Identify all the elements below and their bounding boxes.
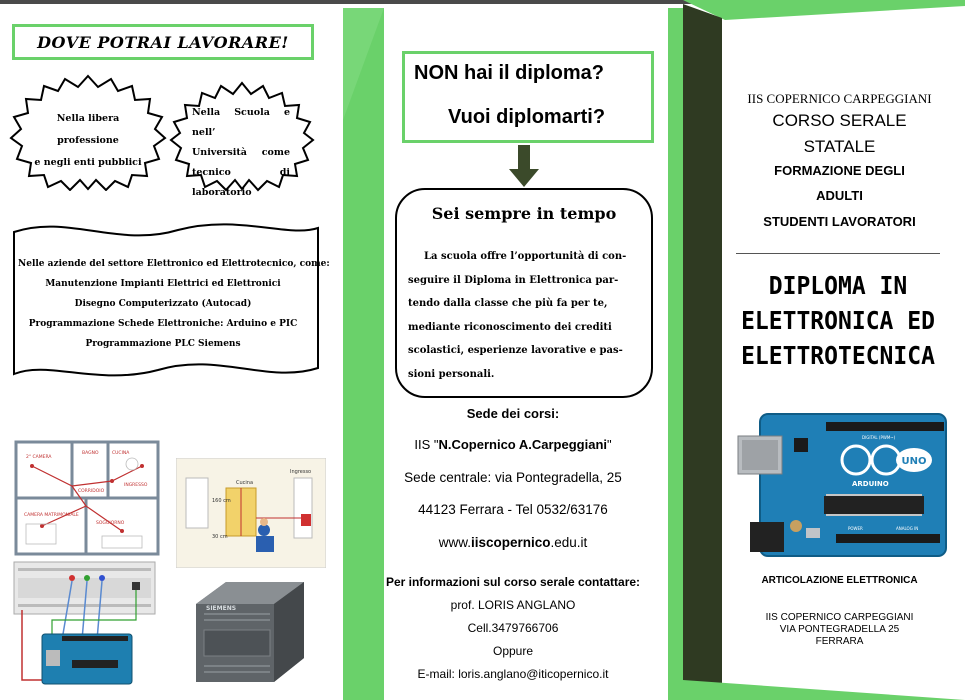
sei-body-line6: sioni personali.: [408, 368, 495, 380]
formazione-line1: FORMAZIONE DEGLI: [774, 163, 905, 178]
burst2-line1: Nella Scuola e nell’: [192, 107, 290, 138]
footer-line3: FERRARA: [815, 636, 864, 647]
burst2-line2: Università come: [192, 147, 290, 158]
floor-plan-image: [12, 436, 162, 560]
plan-label-corridoio: CORRIDOIO: [78, 489, 105, 494]
sei-title: Sei sempre in tempo: [431, 204, 617, 223]
diploma-line3: ELETTROTECNICA: [741, 341, 935, 370]
footer-line2: VIA PONTEGRADELLA 25: [779, 624, 900, 635]
contact-email[interactable]: E-mail: loris.anglano@iticopernico.it: [417, 667, 609, 681]
install-label-ingresso: Ingresso: [290, 469, 312, 475]
plan-label-camera-matrimoniale: CAMERA MATRIMONIALE: [24, 513, 79, 518]
web-prefix: www.: [438, 535, 471, 550]
non-diploma-line1: NON hai il diploma?: [414, 62, 605, 84]
board-power-label: POWER: [848, 526, 863, 531]
city-tel: 44123 Ferrara - Tel 0532/63176: [418, 502, 608, 517]
install-label-h160: 160 cm: [212, 498, 231, 504]
info-heading: Per informazioni sul corso serale contattare:: [385, 575, 641, 589]
burst2-line3: tecnico di laboratorio: [192, 167, 290, 198]
plan-label-bagno: BAGNO: [82, 451, 99, 456]
aziende-line5: Programmazione PLC Siemens: [85, 339, 241, 349]
sei-body-line3: tendo dalla classe che più fa per te,: [408, 298, 608, 309]
board-uno-label: UNO: [901, 456, 927, 467]
board-arduino-label: ARDUINO: [852, 480, 889, 488]
plan-label-ingresso: INGRESSO: [124, 483, 148, 488]
aziende-line3: Disegno Computerizzato (Autocad): [74, 299, 252, 309]
corso-serale: CORSO SERALE: [772, 111, 907, 130]
iis-prefix: IIS ": [414, 437, 439, 452]
right-divider: [736, 253, 940, 254]
contact-name: prof. LORIS ANGLANO: [450, 598, 576, 612]
formazione-line2: ADULTI: [816, 188, 863, 203]
burst1-line2: e negli enti pubblici: [34, 157, 142, 168]
sei-body-line1: La scuola offre l’opportunità di con-: [424, 251, 627, 262]
iis-suffix: ": [607, 437, 612, 452]
plan-label-soggiorno: SOGGIORNO: [96, 521, 125, 526]
footer-line1: IIS COPERNICO CARPEGGIANI: [765, 612, 914, 623]
board-digital-label: DIGITAL (PWM~): [862, 435, 896, 440]
sei-body: [408, 245, 638, 386]
plc-siemens-image: [186, 574, 316, 686]
aziende-line2: Manutenzione Impianti Elettrici ed Elettronici: [45, 279, 281, 289]
footer-address: [722, 612, 957, 648]
aziende-line1: Nelle aziende del settore Elettronico ed Elettrotecnico, come:: [18, 259, 330, 269]
burst-text-2: [192, 103, 290, 203]
breadboard-image: [12, 560, 157, 686]
install-label-h30: 30 cm: [212, 534, 228, 540]
sei-body-line4: mediante riconoscimento dei crediti: [408, 321, 612, 333]
aziende-line4: Programmazione Schede Elettroniche: Arduino e PIC: [28, 319, 298, 329]
iis-name-line: [343, 437, 683, 452]
website-link[interactable]: [343, 535, 683, 550]
web-bold: iiscopernico: [470, 535, 551, 550]
contact-cell: Cell.3479766706: [467, 621, 559, 635]
top-border: [0, 0, 965, 4]
burst1-line1: Nella libera professione: [56, 113, 120, 146]
corso-statale: STATALE: [803, 137, 876, 156]
down-arrow-icon: [509, 145, 539, 189]
plan-label-cucina: CUCINA: [112, 451, 130, 456]
dove-heading: DOVE POTRAI LAVORARE!: [12, 24, 314, 60]
burst-text-1: [28, 108, 148, 174]
diploma-line2: ELETTRONICA ED: [741, 306, 935, 335]
oppure-text: Oppure: [492, 644, 534, 658]
plc-brand-label: SIEMENS: [206, 605, 237, 612]
aziende-list: [18, 254, 330, 354]
iis-name: N.Copernico A.Carpeggiani: [438, 437, 608, 452]
installation-image: [176, 458, 326, 568]
diploma-line1: DIPLOMA IN: [768, 271, 908, 300]
install-label-cucina: Cucina: [236, 480, 254, 486]
web-suffix: .edu.it: [550, 535, 588, 550]
formazione-line3: STUDENTI LAVORATORI: [763, 214, 916, 229]
plan-label-camera2: 2° CAMERA: [26, 455, 52, 460]
arduino-uno-image: [736, 408, 951, 560]
non-diploma-line2: Vuoi diplomarti?: [448, 106, 606, 128]
articolazione: ARTICOLAZIONE ELETTRONICA: [761, 575, 918, 586]
sede-heading: Sede dei corsi:: [466, 406, 560, 421]
board-analog-label: ANALOG IN: [896, 526, 919, 531]
sede-address: Sede centrale: via Pontegradella, 25: [404, 470, 622, 485]
diploma-title: [728, 268, 949, 373]
sei-body-line2: seguire il Diploma in Elettronica par-: [408, 274, 619, 286]
sei-body-line5: scolastici, esperienze lavorative e pas-: [408, 345, 623, 356]
school-name: IIS COPERNICO CARPEGGIANI: [747, 91, 932, 106]
